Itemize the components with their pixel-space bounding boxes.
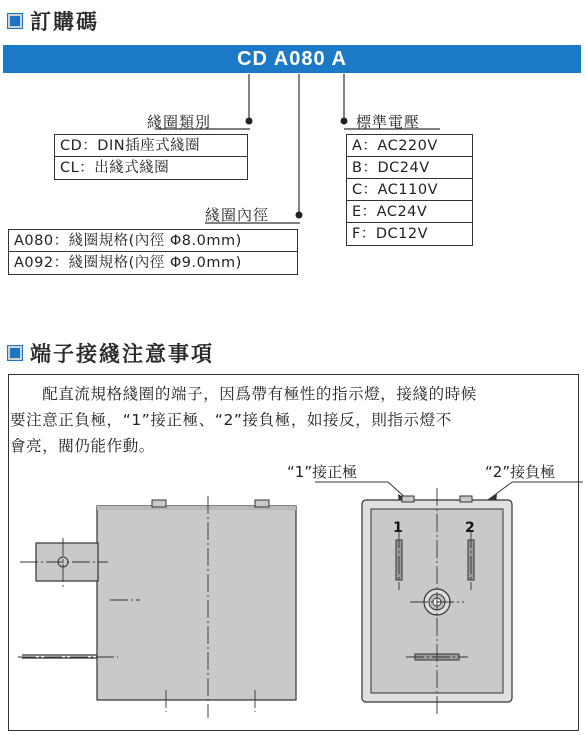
pin-2-label: 2 [465,520,475,536]
coil-front-view [362,488,512,716]
voltage-label: 標準電壓 [356,113,421,131]
voltage-option: A：AC220V [347,135,472,157]
voltage-option: E：AC24V [347,201,472,223]
coil-type-option: CL：出綫式綫圈 [60,160,170,176]
inner-diameter-label: 綫圈內徑 [205,206,270,224]
paragraph-line: 要注意正負極，“1”接正極、“2”接負極，如接反，則指示燈不 [10,411,452,429]
paragraph-line: 配直流規格綫圈的端子，因爲帶有極性的指示燈，接綫的時候 [10,385,477,403]
voltage-option: C：AC110V [347,179,472,201]
coil-type-option: CD：DIN插座式綫圈 [55,135,247,157]
order-code-banner: CD A080 A [3,45,581,73]
coil-side-view [18,496,296,718]
coil-type-label: 綫圈類別 [147,113,212,131]
voltage-option: B：DC24V [347,157,472,179]
inner-diameter-option: A080：綫圈規格(內徑 Φ8.0mm) [9,230,297,252]
callout-right-label: “2”接負極 [485,463,556,481]
callout-left-label: “1”接正極 [287,463,358,481]
pin-1-label: 1 [393,520,403,536]
wiring-title: 端子接綫注意事項 [30,342,214,366]
paragraph-line: 會亮，閥仍能作動。 [10,437,155,455]
voltage-option: F：DC12V [352,226,428,242]
inner-diameter-option: A092：綫圈規格(內徑 Φ9.0mm) [14,255,242,271]
order-code-title: 訂購碼 [30,10,99,34]
